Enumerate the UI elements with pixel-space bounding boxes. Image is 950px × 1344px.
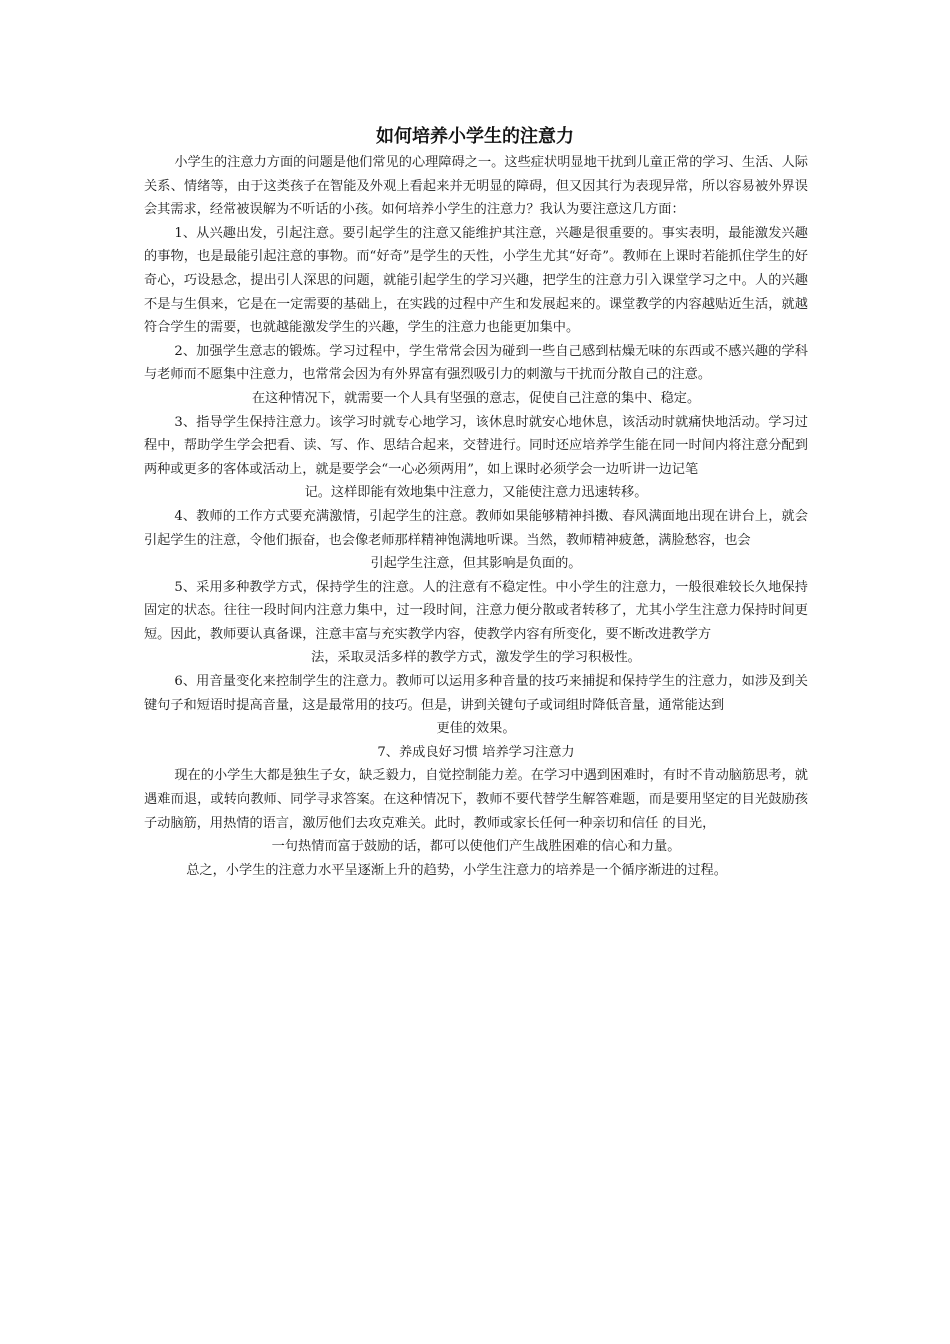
point-3-continuation: 记。这样即能有效地集中注意力，又能使注意力迅速转移。 xyxy=(304,485,648,501)
conclusion-paragraph: 总之，小学生的注意力水平呈逐渐上升的趋势，小学生注意力的培养是一个循序渐进的过程。 xyxy=(186,862,727,878)
point-5-continuation: 法，采取灵活多样的教学方式，激发学生的学习积极性。 xyxy=(311,650,641,666)
point-1-paragraph: 1、从兴趣出发，引起注意。要引起学生的注意又能维护其注意，兴趣是很重要的。事实表明，最能激发兴趣的事物，也是最能引起注意的事物。而“好奇”是学生的天性，小学生尤其“好奇”。教师在上课时若能抓住学生的好奇心，巧设悬念，提出引人深思的问题，就能引起学生的学习兴趣，把学生的注意力引入课堂学习之中。人的兴趣不是与生俱来，它是在一定需要的基础上，在实践的过程中产生和发展起来的。课堂教学的内容越贴近生活，就越符合学生的需要，也就越能激发学生的兴趣，学生的注意力也能更加集中。 xyxy=(144,225,808,336)
intro-paragraph: 小学生的注意力方面的问题是他们常见的心理障碍之一。这些症状明显地干扰到儿童正常的学习、生活、人际关系、情绪等，由于这类孩子在智能及外观上看起来并无明显的障碍，但又因其行为表现异常，所以容易被外界误会其需求，经常被误解为不听话的小孩。如何培养小学生的注意力？我认为要注意这几方面： xyxy=(144,155,808,218)
point-7-heading: 7、养成良好习惯 培养学习注意力 xyxy=(377,744,575,760)
point-7-continuation: 一句热情而富于鼓励的话，都可以使他们产生战胜困难的信心和力量。 xyxy=(271,839,681,855)
document-body xyxy=(144,151,808,882)
point-3-paragraph: 3、指导学生保持注意力。该学习时就专心地学习，该休息时就安心地休息，该活动时就痛快地活动。学习过程中，帮助学生学会把看、读、写、作、思结合起来，交替进行。同时还应培养学生能在同一时间内将注意分配到两种或更多的客体或活动上，就是要学会“一心必须两用”，如上课时必须学会一边听讲一边记笔 xyxy=(144,414,808,477)
point-6-paragraph: 6、用音量变化来控制学生的注意力。教师可以运用多种音量的技巧来捕捉和保持学生的注意力，如涉及到关键句子和短语时提高音量，这是最常用的技巧。但是，讲到关键句子或词组时降低音量，通常能达到 xyxy=(144,674,808,713)
point-2-continuation: 在这种情况下，就需要一个人具有坚强的意志，促使自己注意的集中、稳定。 xyxy=(251,390,701,406)
document-title: 如何培养小学生的注意力 xyxy=(376,126,574,147)
point-6-continuation: 更佳的效果。 xyxy=(436,721,516,737)
point-7-paragraph: 现在的小学生大都是独生子女，缺乏毅力，自觉控制能力差。在学习中遇到困难时，有时不肯动脑筋思考，就遇难而退，或转向教师、同学寻求答案。在这种情况下，教师不要代替学生解答难题，而是要用坚定的目光鼓励孩子动脑筋，用热情的语言，激厉他们去攻克难关。此时，教师或家长任何一种亲切和信任 的目光， xyxy=(144,768,808,831)
point-5-paragraph: 5、采用多种教学方式，保持学生的注意。人的注意有不稳定性。中小学生的注意力，一般很难较长久地保持固定的状态。往往一段时间内注意力集中，过一段时间，注意力便分散或者转移了，尤其小学生注意力保持时间更短。因此，教师要认真备课，注意丰富与充实教学内容，使教学内容有所变化，要不断改进教学方 xyxy=(144,579,808,642)
point-4-paragraph: 4、教师的工作方式要充满激情，引起学生的注意。教师如果能够精神抖擞、春风满面地出现在讲台上，就会引起学生的注意，令他们振奋，也会像老师那样精神饱满地听课。当然，教师精神疲惫，满脸愁容，也会 xyxy=(144,508,808,548)
point-2-paragraph: 2、加强学生意志的锻炼。学习过程中，学生常常会因为碰到一些自己感到枯燥无味的东西或不感兴趣的学科与老师而不愿集中注意力，也常常会因为有外界富有强烈吸引力的刺激与干扰而分散自己的注意。 xyxy=(144,343,808,383)
point-4-continuation: 引起学生注意，但其影响是负面的。 xyxy=(370,556,582,572)
